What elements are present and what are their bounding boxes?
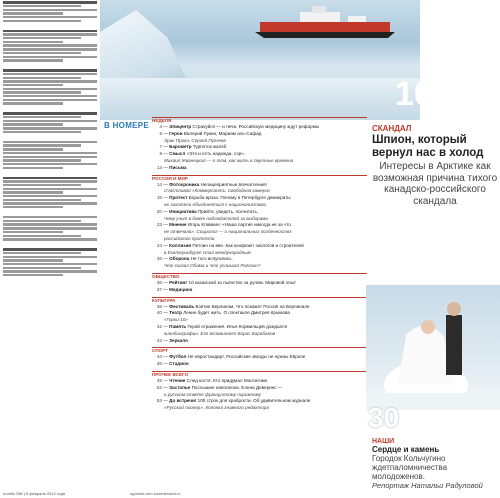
table-of-contents	[152, 114, 367, 412]
feature-subtitle: Интересы в Арктике как возможная причина тихого канадско-российского скандала	[372, 161, 498, 207]
toc-item-title: Мнение	[169, 222, 187, 228]
toc-item-title: Инициатива	[169, 208, 197, 214]
footer-issue: огонёк №5 | 6 февраля 2012 года	[3, 491, 66, 496]
masthead-line	[3, 199, 81, 201]
toc-page-number: 8	[159, 151, 162, 157]
toc-page-number: 43	[156, 337, 162, 343]
toc-item-text: Борьба вроза. Почему в Петербурге демократы	[188, 195, 291, 201]
toc-separator: —	[162, 354, 170, 360]
masthead-line	[3, 248, 97, 250]
toc-separator: —	[162, 384, 170, 390]
toc-item[interactable]	[152, 398, 367, 405]
masthead-line	[3, 56, 97, 58]
masthead-line	[3, 144, 81, 146]
toc-separator: —	[162, 323, 170, 329]
masthead-line	[3, 73, 97, 75]
toc-page-number: 18	[156, 195, 162, 201]
toc-section-heading: РОССИЯ И МИР	[152, 175, 367, 182]
masthead-line	[3, 37, 81, 39]
feature-title: Сердце и камень	[372, 445, 440, 454]
masthead-line	[3, 5, 81, 7]
masthead-line	[3, 88, 97, 90]
toc-section-heading: ОБЩЕСТВО	[152, 273, 367, 280]
toc-item-text: Не того испугались.	[190, 256, 233, 262]
toc-section-heading: СПОРТ	[152, 347, 367, 354]
toc-separator: —	[162, 151, 170, 157]
masthead-line	[3, 256, 97, 258]
toc-item-title: До встречи!	[169, 398, 197, 404]
toc-item-text: «Это и есть надежда, сэр».	[186, 151, 245, 157]
toc-item-title: Коллизия	[169, 242, 192, 248]
toc-section-heading: НЕДЕЛЯ	[152, 117, 367, 124]
masthead-line	[3, 131, 81, 133]
toc-section-heading: ПРОЧЕЕ ВСЕГО	[152, 371, 367, 378]
toc-item-title: Футбол	[169, 354, 187, 360]
toc-item-continuation: «Горки-10»	[164, 317, 188, 323]
masthead-line	[3, 30, 97, 32]
toc-item-title: Смысл	[169, 151, 186, 157]
masthead-line	[3, 216, 97, 218]
toc-item-text: Страхуйся — и лечи. Российскую медицину ждут реформы	[192, 124, 320, 129]
masthead-line	[0, 242, 100, 247]
toc-item-title: Зеркало	[169, 337, 188, 343]
toc-item-title: Герои	[169, 130, 183, 136]
masthead-line	[3, 41, 63, 43]
toc-item-continuation: не захотели объединяться с националистами	[164, 201, 267, 207]
toc-separator: —	[162, 337, 170, 343]
masthead-line	[3, 159, 81, 161]
masthead-line	[3, 223, 97, 225]
masthead-line	[3, 16, 97, 18]
toc-item-title: Стадион	[169, 361, 189, 367]
toc-page-number: 37	[156, 286, 162, 292]
masthead-line	[3, 69, 97, 71]
masthead-line	[0, 23, 100, 28]
toc-item[interactable]	[152, 256, 367, 263]
feature-scandal[interactable]	[372, 124, 498, 207]
toc-page-number: 7	[159, 144, 162, 150]
toc-item-title: Медицина	[169, 286, 193, 292]
masthead-line	[3, 188, 97, 190]
masthead-line	[0, 170, 100, 175]
toc-item-continuation: не отвечала». Социолог — о национальных особенностях	[164, 229, 292, 235]
toc-item[interactable]	[152, 280, 367, 287]
masthead-line	[3, 91, 81, 93]
masthead-line	[3, 127, 97, 129]
masthead-line	[3, 227, 97, 229]
toc-item[interactable]	[152, 151, 367, 158]
masthead-line	[3, 123, 63, 125]
toc-item-title: Протест	[169, 195, 188, 201]
toc-item-continuation: в Екатеринбурге стал международным	[164, 249, 251, 255]
masthead-line	[3, 116, 81, 118]
toc-item-continuation: Михаил Жванецкий — о том, как жить в смутные времена	[164, 157, 294, 163]
toc-item-title: Память	[169, 323, 187, 329]
toc-item-title: Застолье	[169, 384, 191, 390]
feature-tag: СКАНДАЛ	[372, 124, 412, 133]
toc-item-text: Прийти, увидеть, посчитать.	[197, 208, 259, 214]
masthead-line	[0, 63, 100, 68]
toc-separator: —	[162, 181, 170, 187]
toc-item-text: Ленин будет жить. О спектакле Дмитрия Крымова	[183, 310, 290, 316]
masthead-line	[3, 9, 97, 11]
toc-item-title: Эпицентр	[169, 124, 192, 129]
toc-section-heading: КУЛЬТУРА	[152, 297, 367, 304]
masthead-line	[3, 59, 63, 61]
toc-separator: —	[162, 398, 170, 404]
toc-item[interactable]	[152, 361, 367, 368]
toc-item-text: Игорь Клямкин: «Наша партия никогда не за что	[187, 222, 291, 228]
toc-item-title: Фестиваль	[169, 303, 195, 309]
toc-item-title: Театр	[169, 310, 182, 316]
toc-item[interactable]	[152, 144, 367, 151]
toc-separator: —	[162, 279, 170, 285]
masthead-line	[3, 102, 63, 104]
masthead-line	[3, 252, 81, 254]
toc-page-number: 52	[156, 384, 162, 390]
footer-site: ogoniok.com kommersant.ru	[130, 491, 181, 496]
toc-item[interactable]	[152, 209, 367, 216]
masthead-line	[3, 202, 97, 204]
toc-page-number: 5	[159, 130, 162, 136]
toc-item-text: След костя. Кто придумал Монтигомо	[186, 377, 268, 383]
toc-separator: —	[162, 286, 170, 292]
masthead-line	[3, 270, 97, 272]
wedding-photo	[366, 285, 500, 410]
masthead-line	[3, 141, 97, 143]
toc-item-text: Взятие Берлином. Что покажет Россия на Берлинале	[195, 303, 310, 309]
toc-item[interactable]	[152, 378, 367, 385]
toc-item[interactable]	[152, 354, 367, 361]
bride-groom-image	[366, 285, 500, 410]
toc-item-text: 100 строк для храбрости. Об удивительном журнале	[197, 398, 311, 404]
toc-separator: —	[162, 208, 170, 214]
toc-page-number: 40	[156, 310, 162, 316]
toc-page-number: 36	[156, 279, 162, 285]
toc-item-title: Оборона	[169, 256, 190, 262]
masthead-line	[3, 267, 81, 269]
masthead-line	[3, 80, 97, 82]
toc-item-title: Письма	[169, 164, 187, 170]
toc-page-number: 13	[156, 164, 162, 170]
toc-item-text: Турпоток жалеб	[192, 144, 227, 150]
toc-item-title: Рейтинг	[169, 279, 188, 285]
toc-page-number: 46	[156, 361, 162, 367]
toc-page-number: 4	[159, 124, 162, 129]
masthead-line	[3, 112, 97, 114]
toc-item-continuation: Счастливой «Коммерсантъ. Свободная камера»	[164, 188, 271, 194]
toc-item-text: Нелицеприятные впечатления!	[200, 181, 267, 187]
masthead-line	[3, 167, 63, 169]
toc-item[interactable]	[152, 338, 367, 345]
toc-page-number: 23	[156, 222, 162, 228]
masthead-line	[3, 148, 63, 150]
masthead-line	[3, 191, 63, 193]
masthead-line	[3, 195, 97, 197]
toc-separator: —	[162, 377, 170, 383]
toc-item[interactable]	[152, 385, 367, 392]
cover-page-number-top: 10	[395, 75, 433, 113]
toc-item-continuation: российского протеста	[164, 235, 215, 241]
masthead-line	[0, 210, 100, 215]
toc-page-number: 14	[156, 181, 162, 187]
toc-page-number: 38	[156, 303, 162, 309]
toc-page-number: 24	[156, 242, 162, 248]
masthead-line	[3, 44, 97, 46]
toc-item-title: Чтение	[169, 377, 186, 383]
toc-item-text: Валерий Лукин, Мариам аль-Сафар,	[183, 130, 263, 136]
icebreaker-ship-image	[250, 4, 400, 42]
toc-item[interactable]	[152, 124, 367, 131]
feature-title: Шпион, который вернул нас в холод	[372, 134, 484, 159]
masthead-line	[3, 33, 97, 35]
toc-page-number: 20	[156, 208, 162, 214]
toc-separator: —	[162, 130, 170, 136]
feature-nashi[interactable]	[372, 438, 498, 490]
toc-item[interactable]	[152, 131, 367, 138]
toc-separator: —	[162, 164, 170, 170]
toc-separator: —	[162, 256, 170, 262]
toc-separator: —	[162, 144, 170, 150]
toc-item-text: Петлин на вве. Как конфликт экологов и строителей	[192, 242, 304, 248]
section-heading-in-issue: В НОМЕРЕ	[104, 121, 150, 130]
masthead-line	[3, 231, 63, 233]
toc-item[interactable]	[152, 182, 367, 189]
masthead-line	[0, 135, 100, 140]
toc-page-number: 26	[156, 256, 162, 262]
toc-page-number: 49	[156, 377, 162, 383]
toc-item[interactable]	[152, 165, 367, 172]
toc-item-continuation: кинобиографии. Его вспоминает Борис Барабанов	[164, 330, 276, 336]
masthead-line	[3, 274, 63, 276]
toc-item-text: Не евростандарт. Российские звезды не нужны Европе	[187, 354, 306, 360]
masthead-line	[3, 48, 97, 50]
masthead-column	[0, 0, 100, 498]
toc-item-continuation: Чему учит в дожке наблюдателей за выборами	[164, 215, 268, 221]
masthead-line	[3, 180, 97, 182]
masthead-line	[3, 1, 97, 3]
masthead-line	[3, 163, 97, 165]
masthead-line	[3, 235, 81, 237]
toc-item[interactable]	[152, 310, 367, 317]
masthead-line	[3, 206, 63, 208]
toc-item-continuation: «Русский пионер». Колонка главного редактора	[164, 405, 269, 411]
toc-item-text: Послышие наполеона. Елена Деверинс —	[191, 384, 283, 390]
masthead-line	[3, 152, 97, 154]
masthead-line	[3, 84, 63, 86]
toc-item-continuation: Эрик Провэ, Сергей Пугачев	[164, 137, 226, 143]
toc-separator: —	[162, 310, 170, 316]
toc-page-number: 53	[156, 398, 162, 404]
masthead-line	[3, 52, 81, 54]
masthead-line	[3, 184, 81, 186]
toc-separator: —	[162, 222, 170, 228]
toc-separator: —	[162, 242, 170, 248]
toc-separator: —	[162, 124, 170, 129]
toc-page-number: 42	[156, 323, 162, 329]
masthead-line	[3, 177, 97, 179]
toc-item-title: Барометр	[169, 144, 192, 150]
toc-separator: —	[162, 361, 170, 367]
toc-item[interactable]	[152, 304, 367, 311]
toc-page-number: 44	[156, 354, 162, 360]
toc-item-continuation: о русском ответе французскому пирожному	[164, 391, 262, 397]
toc-item-text: 10 казахской за пьянство за рулем. Мировой опыт	[188, 279, 296, 285]
toc-separator: —	[162, 303, 170, 309]
feature-subtitle: Городок Кольчугино ждетпаломничества молодоженов.	[372, 454, 448, 481]
masthead-line	[3, 12, 63, 14]
toc-item[interactable]	[152, 222, 367, 229]
toc-item-text: Герой отражения. Илья Кормильцев дождался	[187, 323, 288, 329]
toc-item[interactable]	[152, 195, 367, 202]
masthead-line	[3, 20, 81, 22]
masthead-line	[3, 156, 97, 158]
masthead-line	[3, 95, 97, 97]
masthead-line	[3, 263, 97, 265]
toc-item[interactable]	[152, 243, 367, 250]
feature-byline: Репортаж Натальи Радуловой	[372, 481, 483, 490]
toc-item[interactable]	[152, 287, 367, 294]
feature-tag: НАШИ	[372, 438, 395, 445]
masthead-line	[0, 106, 100, 111]
masthead-line	[3, 220, 81, 222]
masthead-line	[3, 99, 97, 101]
masthead-line	[3, 259, 63, 261]
masthead-line	[3, 238, 97, 240]
masthead-line	[3, 77, 81, 79]
toc-item-continuation: Что сказал Обама и что услышал Рогозин?	[164, 263, 261, 269]
toc-item[interactable]	[152, 324, 367, 331]
cover-page-number-bottom: 30	[368, 402, 400, 433]
cover-photo-arctic	[100, 0, 420, 120]
toc-separator: —	[162, 195, 170, 201]
masthead-line	[3, 120, 97, 122]
toc-item-title: Фотохроника	[169, 181, 200, 187]
